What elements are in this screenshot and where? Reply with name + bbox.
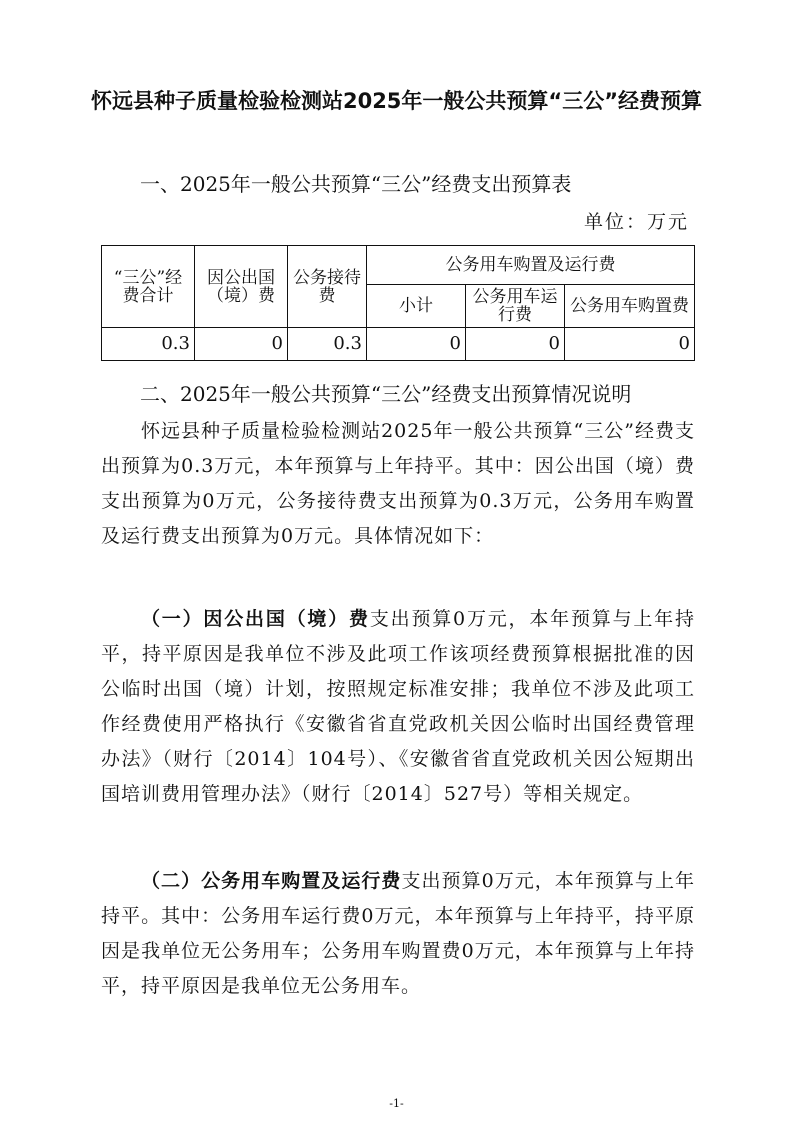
paragraph-abroad-body: 支出预算0万元，本年预算与上年持平，持平原因是我单位不涉及此项工作该项经费预算根据批准的因公临时出国（境）计划，按照规定标准安排；我单位不涉及此项工作经费使用严格执行《安徽省省直党政机关因公临时出国经费管理办法》（财行〔2014〕104号）、《安徽省省直党政机关因公短期出国培训费用管理办法》（财行〔2014〕527号）等相关规定。 [101, 608, 695, 805]
value-total: 0.3 [102, 328, 195, 361]
section2-heading: 二、2025年一般公共预算“三公”经费支出预算情况说明 [140, 382, 632, 406]
header-total: “三公”经费合计 [102, 246, 195, 328]
header-abroad: 因公出国（境）费 [195, 246, 288, 328]
header-vehicle-group: 公务用车购置及运行费 [367, 246, 695, 285]
value-reception: 0.3 [288, 328, 367, 361]
table-row [102, 328, 695, 361]
paragraph-abroad-lead: （一）因公出国（境）费 [141, 608, 370, 630]
header-vehicle-purchase: 公务用车购置费 [565, 285, 695, 328]
header-subtotal: 小计 [367, 285, 466, 328]
paragraph-vehicle-lead: （二）公务用车购置及运行费 [141, 870, 402, 892]
paragraph-vehicle-body: 支出预算0万元，本年预算与上年持平。其中：公务用车运行费0万元，本年预算与上年持平，持平原因是我单位无公务用车；公务用车购置费0万元，本年预算与上年持平，持平原因是我单位无公务用车。 [101, 870, 695, 997]
paragraph-abroad [101, 602, 695, 812]
paragraph-overview: 怀远县种子质量检验检测站2025年一般公共预算“三公”经费支出预算为0.3万元，本年预算与上年持平。其中：因公出国（境）费支出预算为0万元，公务接待费支出预算为0.3万元，公务用车购置及运行费支出预算为0万元。具体情况如下： [101, 420, 695, 547]
value-vehicle-operation: 0 [466, 328, 565, 361]
section1-heading: 一、2025年一般公共预算“三公”经费支出预算表 [140, 172, 572, 196]
value-subtotal: 0 [367, 328, 466, 361]
unit-label: 单位：万元 [583, 211, 689, 233]
header-vehicle-operation: 公务用车运行费 [466, 285, 565, 328]
header-reception: 公务接待费 [288, 246, 367, 328]
paragraph-vehicle [101, 864, 695, 1004]
value-abroad: 0 [195, 328, 288, 361]
page-number: -1- [389, 1097, 404, 1110]
budget-table [101, 245, 695, 361]
value-vehicle-purchase: 0 [565, 328, 695, 361]
document-title: 怀远县种子质量检验检测站2025年一般公共预算“三公”经费预算 [90, 89, 703, 113]
